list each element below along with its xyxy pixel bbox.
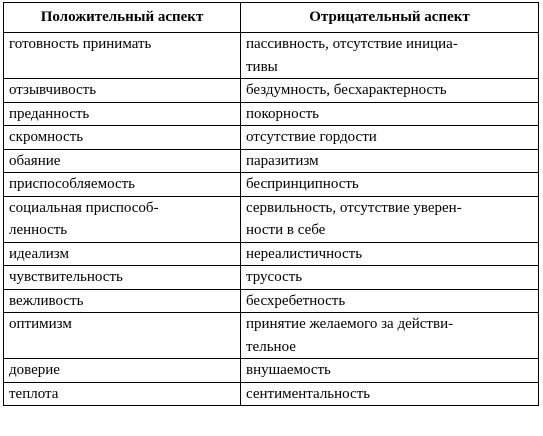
positive-text: доверие	[9, 362, 60, 378]
positive-cell	[4, 266, 241, 290]
table-row	[4, 313, 539, 359]
positive-text: вежливость	[9, 292, 84, 309]
positive-cell	[4, 102, 241, 126]
table-row	[4, 149, 539, 173]
negative-cell	[241, 382, 539, 406]
positive-cell	[4, 289, 241, 313]
table-row	[4, 242, 539, 266]
positive-cell	[4, 126, 241, 150]
positive-text: обаяние	[9, 152, 61, 169]
positive-text: оптимизм	[9, 316, 72, 332]
negative-text: отсутствие гордости	[246, 129, 377, 145]
negative-cell	[241, 149, 539, 173]
positive-cell	[4, 173, 241, 197]
table-row	[4, 196, 539, 242]
negative-cell	[241, 289, 539, 313]
negative-cell	[241, 102, 539, 126]
positive-cell	[4, 313, 241, 359]
negative-text: сервильность, отсутствие уверен- ности в себе	[246, 199, 462, 238]
positive-text: скромность	[9, 129, 84, 145]
positive-cell	[4, 359, 241, 383]
table-row	[4, 173, 539, 197]
positive-text: теплота	[9, 385, 59, 402]
positive-text: отзывчивость	[9, 82, 97, 98]
negative-cell	[241, 266, 539, 290]
positive-cell	[4, 33, 241, 79]
negative-cell	[241, 126, 539, 150]
negative-text: пассивность, отсутствие инициа- тивы	[246, 36, 458, 75]
table-row	[4, 126, 539, 150]
table-header-row	[4, 3, 539, 33]
negative-cell	[241, 196, 539, 242]
negative-cell	[241, 359, 539, 383]
negative-text: сентиментальность	[246, 385, 371, 402]
negative-cell	[241, 242, 539, 266]
negative-text: бездумность, бесхарактерность	[246, 82, 447, 98]
negative-text: нереалистичность	[246, 245, 363, 262]
positive-text: чувствительность	[9, 269, 123, 285]
positive-text: преданность	[9, 105, 90, 122]
table-row	[4, 79, 539, 103]
positive-cell	[4, 382, 241, 406]
header-positive-aspect: Положительный аспект	[4, 3, 241, 33]
table-row	[4, 382, 539, 406]
positive-text: социальная приспособ- ленность	[9, 199, 159, 238]
negative-text: принятие желаемого за действи- тельное	[246, 316, 454, 355]
positive-cell	[4, 242, 241, 266]
negative-cell	[241, 33, 539, 79]
positive-cell	[4, 149, 241, 173]
negative-cell	[241, 313, 539, 359]
positive-cell	[4, 196, 241, 242]
negative-text: внушаемость	[246, 362, 331, 378]
negative-text: паразитизм	[246, 152, 319, 169]
positive-cell	[4, 79, 241, 103]
positive-text: готовность принимать	[9, 36, 152, 52]
positive-text: идеализм	[9, 245, 70, 262]
negative-text: покорность	[246, 105, 320, 122]
table-row	[4, 102, 539, 126]
negative-cell	[241, 79, 539, 103]
header-negative-aspect: Отрицательный аспект	[241, 3, 539, 33]
negative-text: трусость	[246, 269, 303, 285]
table-row	[4, 289, 539, 313]
table-row	[4, 266, 539, 290]
negative-text: бесхребетность	[246, 292, 346, 309]
negative-text: беспринципность	[246, 176, 359, 192]
aspects-table	[3, 2, 539, 406]
negative-cell	[241, 173, 539, 197]
table-row	[4, 33, 539, 79]
positive-text: приспособляемость	[9, 176, 135, 192]
table-row	[4, 359, 539, 383]
